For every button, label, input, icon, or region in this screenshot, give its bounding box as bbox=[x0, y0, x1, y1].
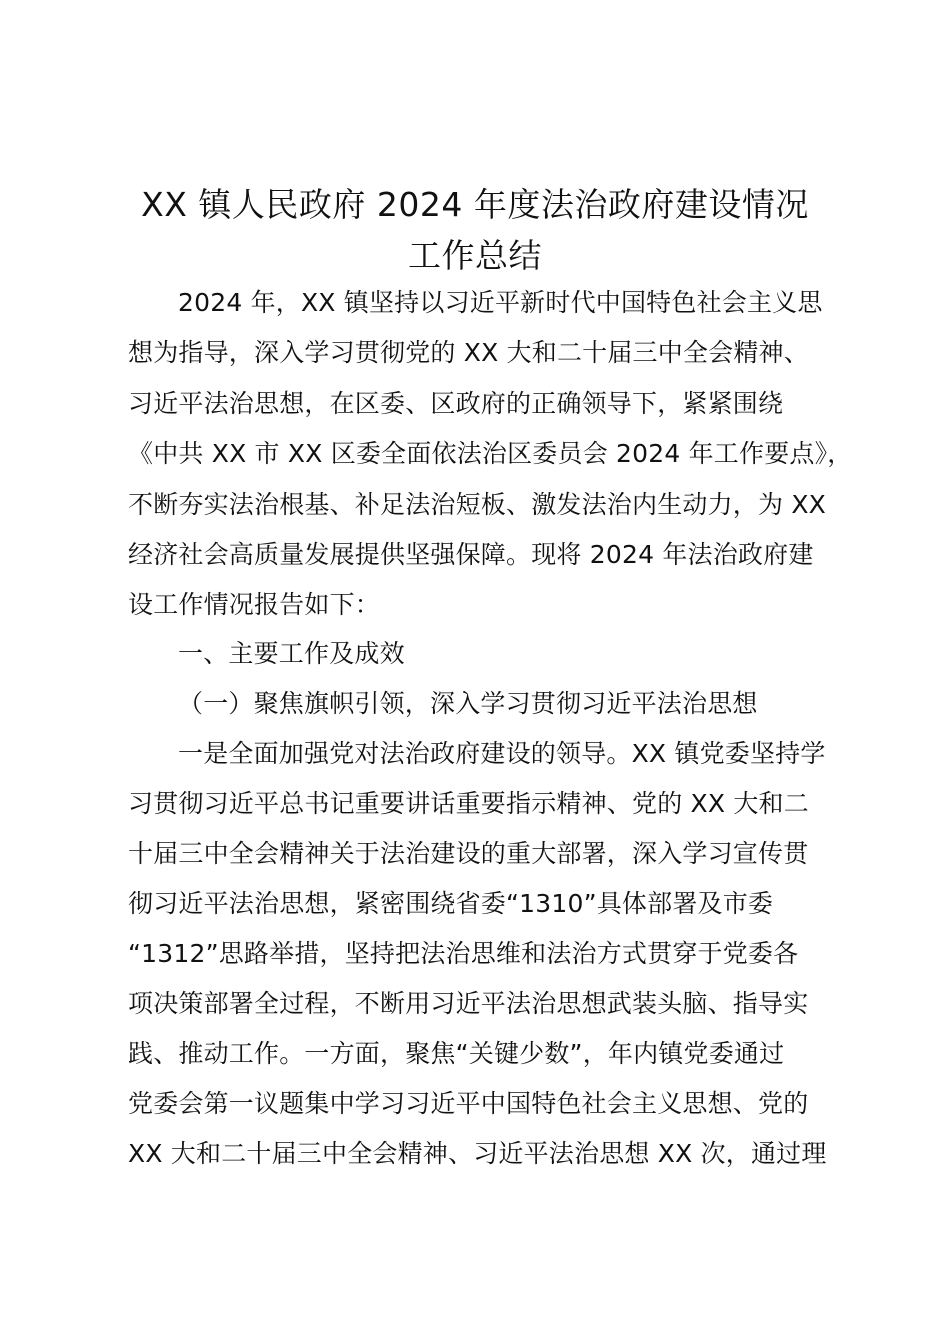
paragraph-line: 设工作情况报告如下： bbox=[128, 590, 381, 619]
paragraph-line: 不断夯实法治根基、补足法治短板、激发法治内生动力，为 XX bbox=[128, 490, 827, 519]
paragraph-line: 项决策部署全过程，不断用习近平法治思想武装头脑、指导实 bbox=[128, 989, 809, 1018]
paragraph-line: 彻习近平法治思想，紧密围绕省委“1310”具体部署及市委 bbox=[128, 889, 774, 918]
paragraph-line: 一是全面加强党对法治政府建设的领导。XX 镇党委坚持学 bbox=[178, 739, 826, 768]
paragraph-line: 2024 年，XX 镇坚持以习近平新时代中国特色社会主义思 bbox=[178, 288, 823, 317]
paragraph-line: 践、推动工作。一方面，聚焦“关键少数”，年内镇党委通过 bbox=[128, 1039, 785, 1068]
paragraph-line: 经济社会高质量发展提供坚强保障。现将 2024 年法治政府建 bbox=[128, 540, 814, 569]
paragraph-line: 习贯彻习近平总书记重要讲话重要指示精神、党的 XX 大和二 bbox=[128, 789, 809, 818]
paragraph-line: 十届三中全会精神关于法治建设的重大部署，深入学习宣传贯 bbox=[128, 839, 809, 868]
paragraph-line: “1312”思路举措，坚持把法治思维和法治方式贯穿于党委各 bbox=[128, 939, 799, 968]
paragraph-line: XX 大和二十届三中全会精神、习近平法治思想 XX 次，通过理 bbox=[128, 1139, 827, 1168]
paragraph-line: 习近平法治思想，在区委、区政府的正确领导下，紧紧围绕 bbox=[128, 389, 784, 418]
section-heading: 一、主要工作及成效 bbox=[178, 639, 405, 668]
paragraph-line: 想为指导，深入学习贯彻党的 XX 大和二十届三中全会精神、 bbox=[128, 338, 809, 367]
document-title-line-2: 工作总结 bbox=[408, 236, 542, 275]
paragraph-line: 《中共 XX 市 XX 区委全面依法治区委员会 2024 年工作要点》， bbox=[128, 439, 853, 468]
document-title-line-1: XX 镇人民政府 2024 年度法治政府建设情况 bbox=[141, 185, 809, 224]
paragraph-line: 党委会第一议题集中学习习近平中国特色社会主义思想、党的 bbox=[128, 1089, 809, 1118]
subsection-heading: （一）聚焦旗帜引领，深入学习贯彻习近平法治思想 bbox=[178, 689, 758, 718]
